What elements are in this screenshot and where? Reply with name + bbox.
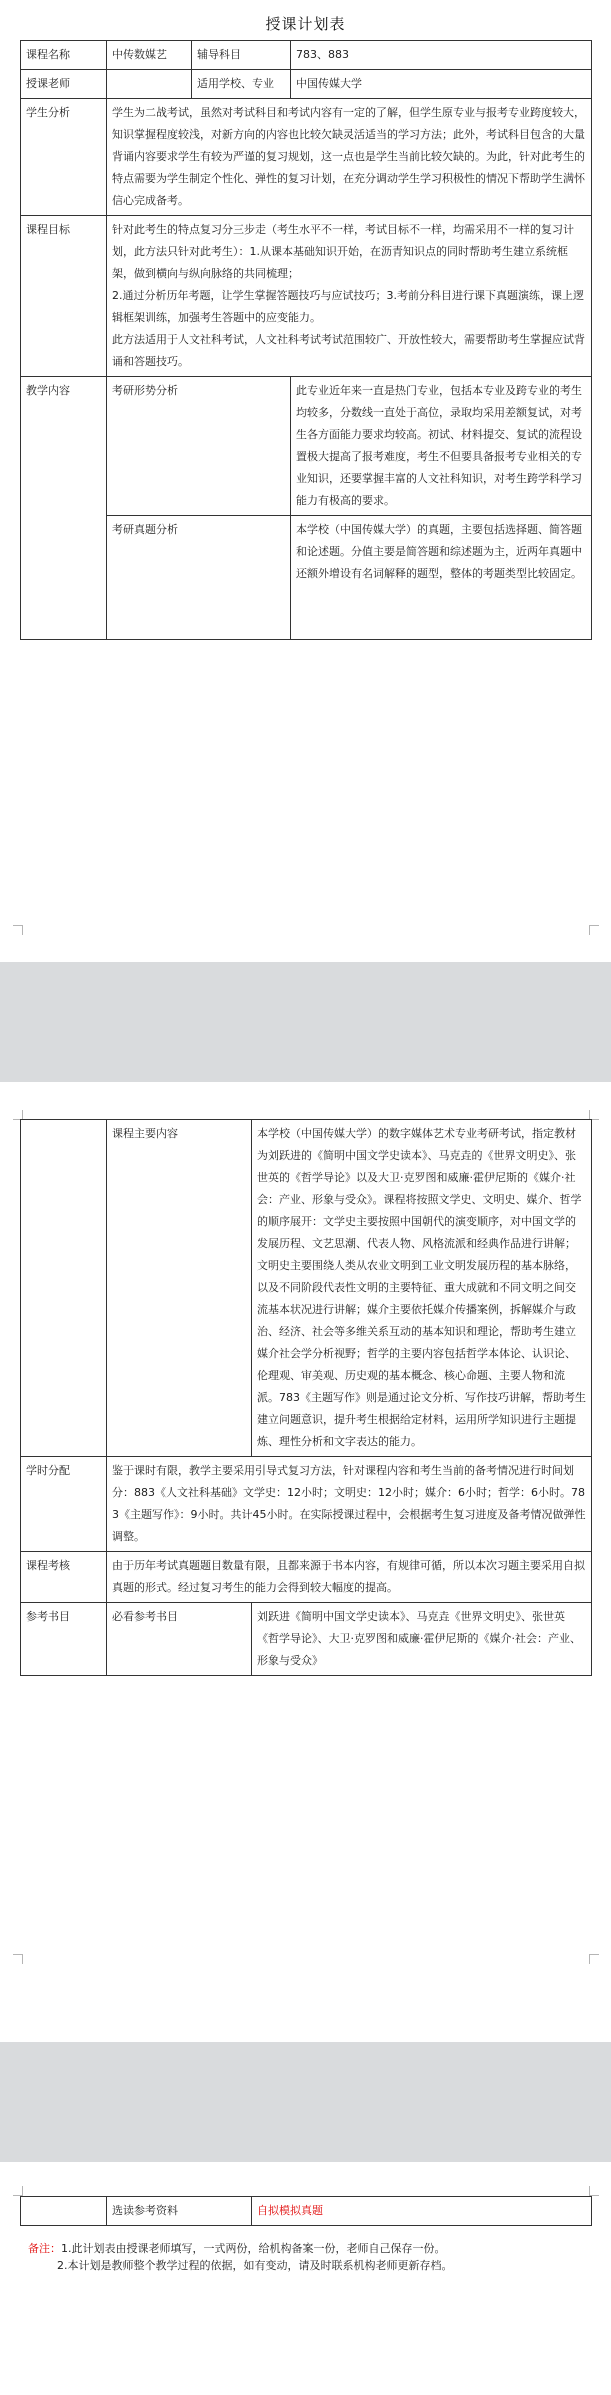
assess-label: 课程考核 <box>21 1552 107 1603</box>
page-3 <box>0 2162 611 2395</box>
goal-paragraph: 2.通过分析历年考题，让学生掌握答题技巧与应试技巧；3.考前分科目进行课下真题演练，课上逻辑框架训练，加强考生答题中的应变能力。 <box>112 289 584 324</box>
plan-table-page-1 <box>20 40 592 640</box>
exam-label: 考研真题分析 <box>107 516 291 640</box>
subject-label: 辅导科目 <box>192 41 291 70</box>
ref-continued <box>21 2197 107 2226</box>
analysis-label: 学生分析 <box>21 99 107 216</box>
table-row <box>21 377 592 516</box>
crop-mark <box>13 2186 23 2196</box>
required-books-text: 刘跃进《简明中国文学史读本》、马克垚《世界文明史》、张世英《哲学导论》、大卫·克罗图和威廉·霍伊尼斯的《媒介·社会：产业、形象与受众》 <box>252 1603 592 1676</box>
main-text: 本学校（中国传媒大学）的数字媒体艺术专业考研考试，指定教材为刘跃进的《简明中国文学史读本》、马克垚的《世界文明史》、张世英的《哲学导论》以及大卫·克罗图和威廉·霍伊尼斯的《媒介·社会：产业、形象与受众》。课程将按照文学史、文明史、媒介、哲学的顺序展开：文学史主要按照中国朝代的演变顺序，对中国文学的发展历程、文艺思潮、代表人物、风格流派和经典作品进行讲解；文明史主要围绕人类从农业文明到工业文明发展历程的基本脉络，以及不同阶段代表性文明的主要特征、重大成就和不同文明之间交流基本状况进行讲解；媒介主要依托媒介传播案例，拆解媒介与政治、经济、社会等多维关系互动的基本知识和理论，帮助考生建立媒介社会学分析视野；哲学的主要内容包括哲学本体论、认识论、伦理观、审美观、历史观的基本概念、核心命题、主要人物和流派。783《主题写作》则是通过论文分析、写作技巧讲解，帮助考生建立问题意识，提升考生根据给定材料，运用所学知识进行主题提炼、理性分析和文字表达的能力。 <box>252 1120 592 1457</box>
crop-mark <box>13 1954 23 1964</box>
page-1 <box>0 0 611 962</box>
required-books-label: 必看参考书目 <box>107 1603 252 1676</box>
note-label: 备注： <box>28 2242 61 2255</box>
table-row <box>21 99 592 216</box>
table-row <box>21 41 592 70</box>
teacher-value <box>107 70 192 99</box>
table-row <box>21 216 592 377</box>
goal-label: 课程目标 <box>21 216 107 377</box>
plan-table-page-3 <box>20 2196 592 2226</box>
trend-text: 此专业近年来一直是热门专业，包括本专业及跨专业的考生均较多，分数线一直处于高位，录取均采用差额复试，对考生各方面能力要求均较高。初试、材料提交、复试的流程设置极大提高了报考难度，考生不但要具备报考专业相关的专业知识，还要掌握丰富的人文社科知识，对考生跨学科学习能力有极高的要求。 <box>291 377 592 516</box>
table-row <box>21 1552 592 1603</box>
optional-books-text: 自拟模拟真题 <box>252 2197 592 2226</box>
ref-label: 参考书目 <box>21 1603 107 1676</box>
school-label: 适用学校、专业 <box>192 70 291 99</box>
teacher-label: 授课老师 <box>21 70 107 99</box>
note-text: 1.此计划表由授课老师填写，一式两份，给机构备案一份，老师自己保存一份。 <box>61 2242 446 2255</box>
page-title: 授课计划表 <box>265 15 346 33</box>
optional-books-label: 选读参考资料 <box>107 2197 252 2226</box>
note-line <box>28 2240 588 2257</box>
table-row <box>21 516 592 640</box>
page-2 <box>0 1082 611 2042</box>
trend-label: 考研形势分析 <box>107 377 291 516</box>
goal-cell <box>107 216 592 377</box>
content-label: 教学内容 <box>21 377 107 640</box>
main-label: 课程主要内容 <box>107 1120 252 1457</box>
assess-text: 由于历年考试真题题目数量有限，且都来源于书本内容，有规律可循，所以本次习题主要采用自拟真题的形式。经过复习考生的能力会得到较大幅度的提高。 <box>107 1552 592 1603</box>
crop-mark <box>589 2186 599 2196</box>
course-name-label: 课程名称 <box>21 41 107 70</box>
subject-value: 783、883 <box>291 41 592 70</box>
exam-text: 本学校（中国传媒大学）的真题，主要包括选择题、简答题和论述题。分值主要是简答题和综述题为主，近两年真题中还额外增设有名词解释的题型，整体的考题类型比较固定。 <box>291 516 592 640</box>
table-row <box>21 2197 592 2226</box>
goal-paragraph: 针对此考生的特点复习分三步走（考生水平不一样，考试目标不一样，均需采用不一样的复习计划，此方法只针对此考生）：1.从课本基础知识开始，在沥青知识点的同时帮助考生建立系统框架，做到横向与纵向脉络的共同梳理； <box>112 223 574 280</box>
course-name-value: 中传数媒艺 <box>107 41 192 70</box>
table-row <box>21 1457 592 1552</box>
crop-mark <box>589 1954 599 1964</box>
content-continued <box>21 1120 107 1457</box>
table-row <box>21 1603 592 1676</box>
table-row <box>21 1120 592 1457</box>
goal-paragraph: 此方法适用于人文社科考试，人文社科考试考试范围较广、开放性较大，需要帮助考生掌握应试背诵和答题技巧。 <box>112 333 585 368</box>
plan-table-page-2 <box>20 1119 592 1676</box>
crop-mark <box>589 925 599 935</box>
time-label: 学时分配 <box>21 1457 107 1552</box>
notes <box>28 2240 588 2274</box>
note-line <box>28 2257 588 2274</box>
note-text: 2.本计划是教师整个教学过程的依据，如有变动，请及时联系机构老师更新存档。 <box>57 2259 453 2272</box>
crop-mark <box>13 925 23 935</box>
school-value: 中国传媒大学 <box>291 70 592 99</box>
table-row <box>21 70 592 99</box>
analysis-text: 学生为二战考试，虽然对考试科目和考试内容有一定的了解，但学生原专业与报考专业跨度较大，知识掌握程度较浅，对新方向的内容也比较欠缺灵活适当的学习方法；此外，考试科目包含的大量背诵内容要求学生有较为严谨的复习规划，这一点也是学生当前比较欠缺的。为此，针对此考生的特点需要为学生制定个性化、弹性的复习计划，在充分调动学生学习积极性的情况下帮助学生满怀信心完成备考。 <box>107 99 592 216</box>
time-text: 鉴于课时有限，教学主要采用引导式复习方法，针对课程内容和考生当前的备考情况进行时间划分：883《人文社科基础》文学史：12小时；文明史：12小时；媒介：6小时；哲学：6小时。783《主题写作》：9小时。共计45小时。在实际授课过程中，会根据考生复习进度及备考情况做弹性调整。 <box>107 1457 592 1552</box>
